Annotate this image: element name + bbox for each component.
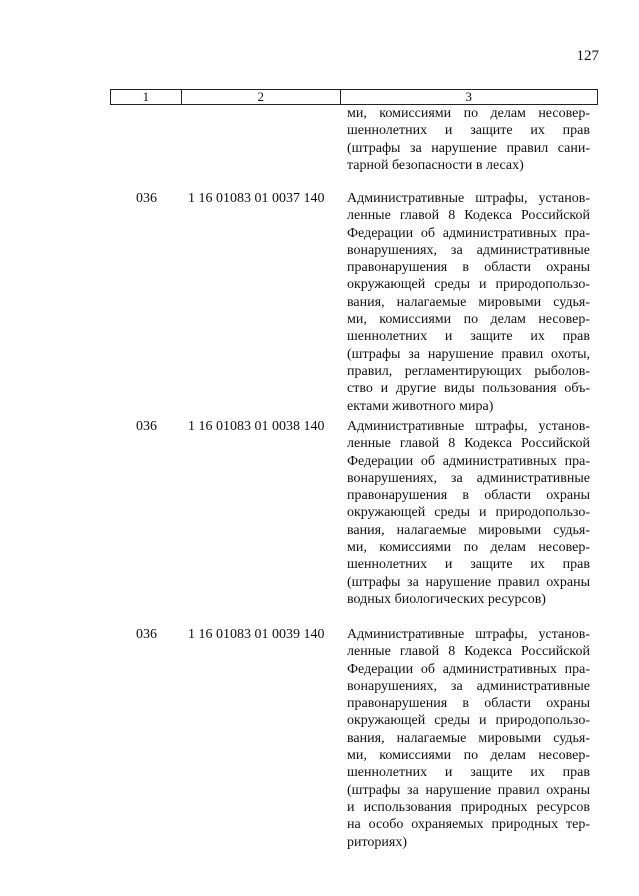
text-line: правил, регламентирующих рыболов- bbox=[347, 363, 590, 379]
text-line: шеннолетних и защите их прав bbox=[347, 329, 590, 345]
admin-code: 036 bbox=[136, 191, 157, 206]
text-line: ми, комиссиями по делам несовер- bbox=[347, 106, 590, 121]
text-line: Административные штрафы, установ- bbox=[347, 191, 590, 206]
text-line: ство и другие виды пользования объ- bbox=[347, 381, 590, 397]
row-description bbox=[347, 190, 590, 415]
text-line: на особо охраняемых природных тер- bbox=[347, 817, 590, 833]
text-line: (штрафы за нарушение правил охраны bbox=[347, 782, 590, 798]
text-line: Федерации об административных пра- bbox=[347, 453, 590, 469]
text-line: ектами животного мира) bbox=[347, 398, 494, 414]
text-line: ми, комиссиями по делам несовер- bbox=[347, 540, 590, 556]
text-line: ми, комиссиями по делам несовер- bbox=[347, 748, 590, 764]
page-number: 127 bbox=[576, 48, 599, 64]
text-line: и использования природных ресурсов bbox=[347, 799, 590, 815]
text-line: вонарушениях, за административные bbox=[347, 678, 590, 694]
text-line: вания, налагаемые мировыми судья- bbox=[347, 522, 590, 538]
text-line: тарной безопасности в лесах) bbox=[347, 157, 524, 173]
text-line: ленные главой 8 Кодекса Российской bbox=[347, 436, 590, 452]
text-line: Федерации об административных пра- bbox=[347, 661, 590, 677]
text-line: шеннолетних и защите их прав bbox=[347, 765, 590, 781]
text-line: правонарушения в области охраны bbox=[347, 488, 590, 504]
table-header bbox=[110, 89, 598, 105]
admin-code: 036 bbox=[136, 627, 157, 642]
text-line: правонарушения в области охраны bbox=[347, 696, 590, 712]
text-line: окружающей среды и природопользо- bbox=[347, 505, 590, 521]
text-line: ми, комиссиями по делам несовер- bbox=[347, 312, 590, 328]
text-line: Административные штрафы, установ- bbox=[347, 627, 590, 642]
text-line: вания, налагаемые мировыми судья- bbox=[347, 730, 590, 746]
continuation-text bbox=[347, 105, 590, 174]
text-line: окружающей среды и природопользо- bbox=[347, 713, 590, 729]
text-line: Административные штрафы, установ- bbox=[347, 419, 590, 434]
text-line: окружающей среды и природопользо- bbox=[347, 277, 590, 293]
budget-code: 1 16 01083 01 0037 140 bbox=[188, 191, 325, 206]
text-line: водных биологических ресурсов) bbox=[347, 591, 546, 607]
text-line: вания, налагаемые мировыми судья- bbox=[347, 294, 590, 310]
row-description bbox=[347, 626, 590, 851]
text-line: вонарушениях, за административные bbox=[347, 470, 590, 486]
budget-code: 1 16 01083 01 0039 140 bbox=[188, 627, 325, 642]
text-line: (штрафы за нарушение правил сани- bbox=[347, 140, 590, 156]
header-col-3: 3 bbox=[340, 90, 597, 105]
text-line: риториях) bbox=[347, 834, 408, 850]
text-line: ленные главой 8 Кодекса Российской bbox=[347, 644, 590, 660]
text-line: шеннолетних и защите их прав bbox=[347, 123, 590, 139]
budget-code: 1 16 01083 01 0038 140 bbox=[188, 419, 325, 434]
header-col-1: 1 bbox=[111, 90, 182, 105]
text-line: шеннолетних и защите их прав bbox=[347, 557, 590, 573]
admin-code: 036 bbox=[136, 419, 157, 434]
text-line: Федерации об административных пра- bbox=[347, 225, 590, 241]
text-line: ленные главой 8 Кодекса Российской bbox=[347, 208, 590, 224]
row-description bbox=[347, 418, 590, 608]
text-line: (штрафы за нарушение правил охоты, bbox=[347, 346, 590, 362]
text-line: правонарушения в области охраны bbox=[347, 260, 590, 276]
header-col-2: 2 bbox=[181, 90, 340, 105]
text-line: вонарушениях, за административные bbox=[347, 242, 590, 258]
text-line: (штрафы за нарушение правил охраны bbox=[347, 574, 590, 590]
